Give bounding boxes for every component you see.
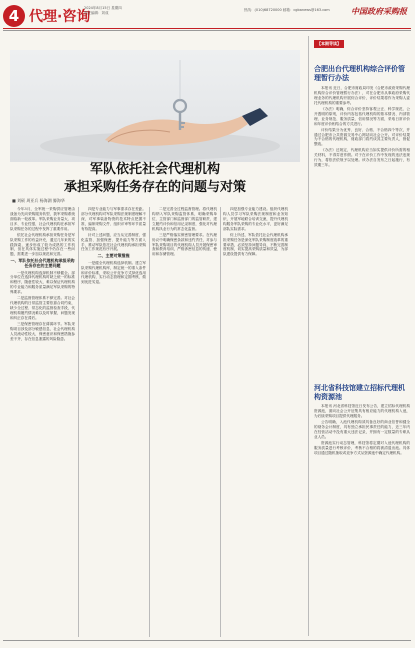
section-title: 代理·咨询: [29, 9, 91, 25]
paragraph: 评价结果分为优秀、良好、合格、不合格四个等次，并通过合肥市公共资源交易中心网站向社会公开。对评价结果为不合格的代理机构，财政部门将约谈其主要负责人，督促整改。: [314, 127, 410, 147]
page-number-badge: 4: [3, 5, 25, 27]
paragraph: 本报讯 近日，合肥市财政局印发《合肥市政府采购代理机构综合评价管理暂行办法》，对在合肥市从事政府采购代理业务的代理机构开展综合评价，评价结果将作为采购人委托代理机构的重要参考。: [314, 86, 410, 105]
paragraph: 二是监督管理体系不够完善。对社会代理机构的日常监管主要依靠合同约束，缺少全过程、常态化的监督检查手段，代理机构履约情况难以及时掌握，问题发现和纠正存在滞后。: [10, 296, 75, 320]
header-rule: [3, 28, 411, 29]
paragraph: 一是代理机构选择机制不够健全。部分单位在选择代理机构时缺乏统一的标准和程序，随意性较大，难以保证代理机构的专业能力和服务质量满足军队采购的特殊要求。: [10, 270, 75, 295]
article-column-2: [81, 207, 146, 637]
masthead-logo: 中国政府采购报: [351, 6, 407, 16]
paragraph: 三是严格落实保密管理要求。在代理协议中明确保密条款和违约责任，对参与军队采购项目的代理机构人员开展保密审查和教育培训，严格涉密信息的传递、使用和存储管理。: [152, 232, 217, 257]
article-subhead: 二、主要对策措施: [97, 253, 130, 259]
paragraph: 资源池实行动态管理，科技馆将定期对入池代理机构的服务质量进行考核评价，考核不合格的将被清退出池。具体项目通过随机抽取或竞争方式从资源池中确定代理机构。: [314, 440, 410, 455]
column-divider: [149, 207, 150, 637]
paragraph: 针对上述问题，应当从完善制度、强化监管、加强保密、提升能力等方面入手，推动军队依托社会代理机构承担采购任务工作规范有序开展。: [81, 232, 146, 252]
contact-meta: 热线：(010)68720000 邮箱：cgbanews@163.com: [244, 8, 330, 12]
column-divider: [220, 207, 221, 637]
hero-illustration: [10, 50, 300, 162]
issue-meta: [84, 6, 122, 16]
article-headline-line1: 军队依托社会代理机构: [89, 162, 220, 177]
paragraph: 综上所述，军队依托社会代理机构承担采购任务是深化军队采购制度改革的重要举措，必须坚持问题导向，不断完善制度机制，切实提高采购质量和效益，为部队建设提供有力保障。: [223, 232, 288, 257]
news-body-hebei: [314, 404, 410, 638]
paragraph: 二是完善全过程监督管理。将代理机构纳入军队采购监管体系，明确采购单位、主管部门和监督部门的监管职责，建立履约评价和信用记录制度，强化对代理机构执业行为的常态化监督。: [152, 207, 217, 231]
paragraph: 四是专业能力与军事需求存在差距。部分代理机构对军队采购法规制度理解不深，对军事装备物资的技术特点把握不准，编制采购文件、组织评审等环节质量有待提高。: [81, 207, 146, 231]
article-column-4: [223, 207, 288, 637]
issue-editor: 责任编辑：刘成: [84, 11, 109, 15]
news-body-hefei: [314, 86, 410, 376]
paragraph: 今年3月，全军统一采购供应管理由战备为先向采购服务转型，我军采购系统面临新一轮改革。军队采购业务量大、项目多、专业性强，社会代理机构在承担军队采购任务的过程中发挥了重要作用。: [10, 207, 75, 231]
paragraph: 《办法》还规定，代理机构应当如实提供评价所需的相关材料，不得弄虚作假。对于在评价工作中发现的违法违规行为，将依法依规予以处理。该办法自发布之日起施行，有效期三年。: [314, 148, 410, 168]
digest-tag: 【本期导读】: [314, 40, 344, 48]
paragraph: 《办法》明确，综合评价坚持客观公正、科学规范、公开透明的原则，评价内容包括代理机构的基本情况、内部管理、业务规范、服务质量、信用情况等方面，采取日常评价和年度评价相结合的方式进行。: [314, 106, 410, 126]
paragraph: 依托社会代理机构承担采购任务是军队采购工作的有益补充，通过几年来的实践探索，逐步形成了较为成熟的工作机制，但在具体实施过程中仍存在一些问题，需要进一步加以规范和完善。: [10, 232, 75, 257]
paragraph: 本报讯 河北省科技馆近日发布公告，建立招标代理机构资源池，面向社会公开征集具有相应能力的代理机构入池，为后续采购项目提供代理服务。: [314, 404, 410, 418]
column-divider: [308, 36, 309, 636]
header-rule-thin: [3, 30, 411, 31]
paragraph: 公告明确，入池代理机构须具备良好的商业信誉和健全的财务会计制度，具有独立承担民事责任的能力，近三年内在经营活动中没有重大违法记录，并拥有一定数量的专职从业人员。: [314, 419, 410, 439]
issue-date: 2024年8月15日 星期四: [84, 6, 122, 10]
paragraph: 一是健全代理机构选择机制。建立军队采购代理机构库，制定统一的准入条件和评价标准，采取公开竞争方式择优选用代理机构，实行动态管理和定期考核，做到优进劣退。: [81, 260, 146, 285]
key-in-hand-illustration: [10, 50, 300, 162]
column-divider: [78, 207, 79, 637]
article-column-3: [152, 207, 217, 637]
news-headline-hefei: 合肥出台代理机构综合评价管理暂行办法: [314, 64, 405, 82]
article-column-1: [10, 207, 75, 637]
paragraph: 四是加强专业能力建设。组织代理机构人员学习军队采购法规制度和业务知识，开展军地联合培训交流，提升代理机构服务军队采购的专业化水平，更好满足部队实际需求。: [223, 207, 288, 231]
article-headline-line2: 承担采购任务存在的问题与对策: [63, 180, 246, 195]
article-byline: ■ 刘硕 周亚兵 杨海湖 滕海华: [12, 198, 65, 203]
paragraph: 三是保密管理存在薄弱环节。军队采购项目涉及部分敏感信息，社会代理机构人员流动性较大，保密意识和保密措施参差不齐，存在信息泄露的风险隐患。: [10, 322, 75, 341]
footer-rule: [3, 640, 411, 641]
article-subhead: 一、军队依托社会代理机构承担采购任务存在的主要问题: [10, 258, 75, 269]
news-headline-hebei: 河北省科技馆建立招标代理机构资源池: [314, 383, 405, 401]
